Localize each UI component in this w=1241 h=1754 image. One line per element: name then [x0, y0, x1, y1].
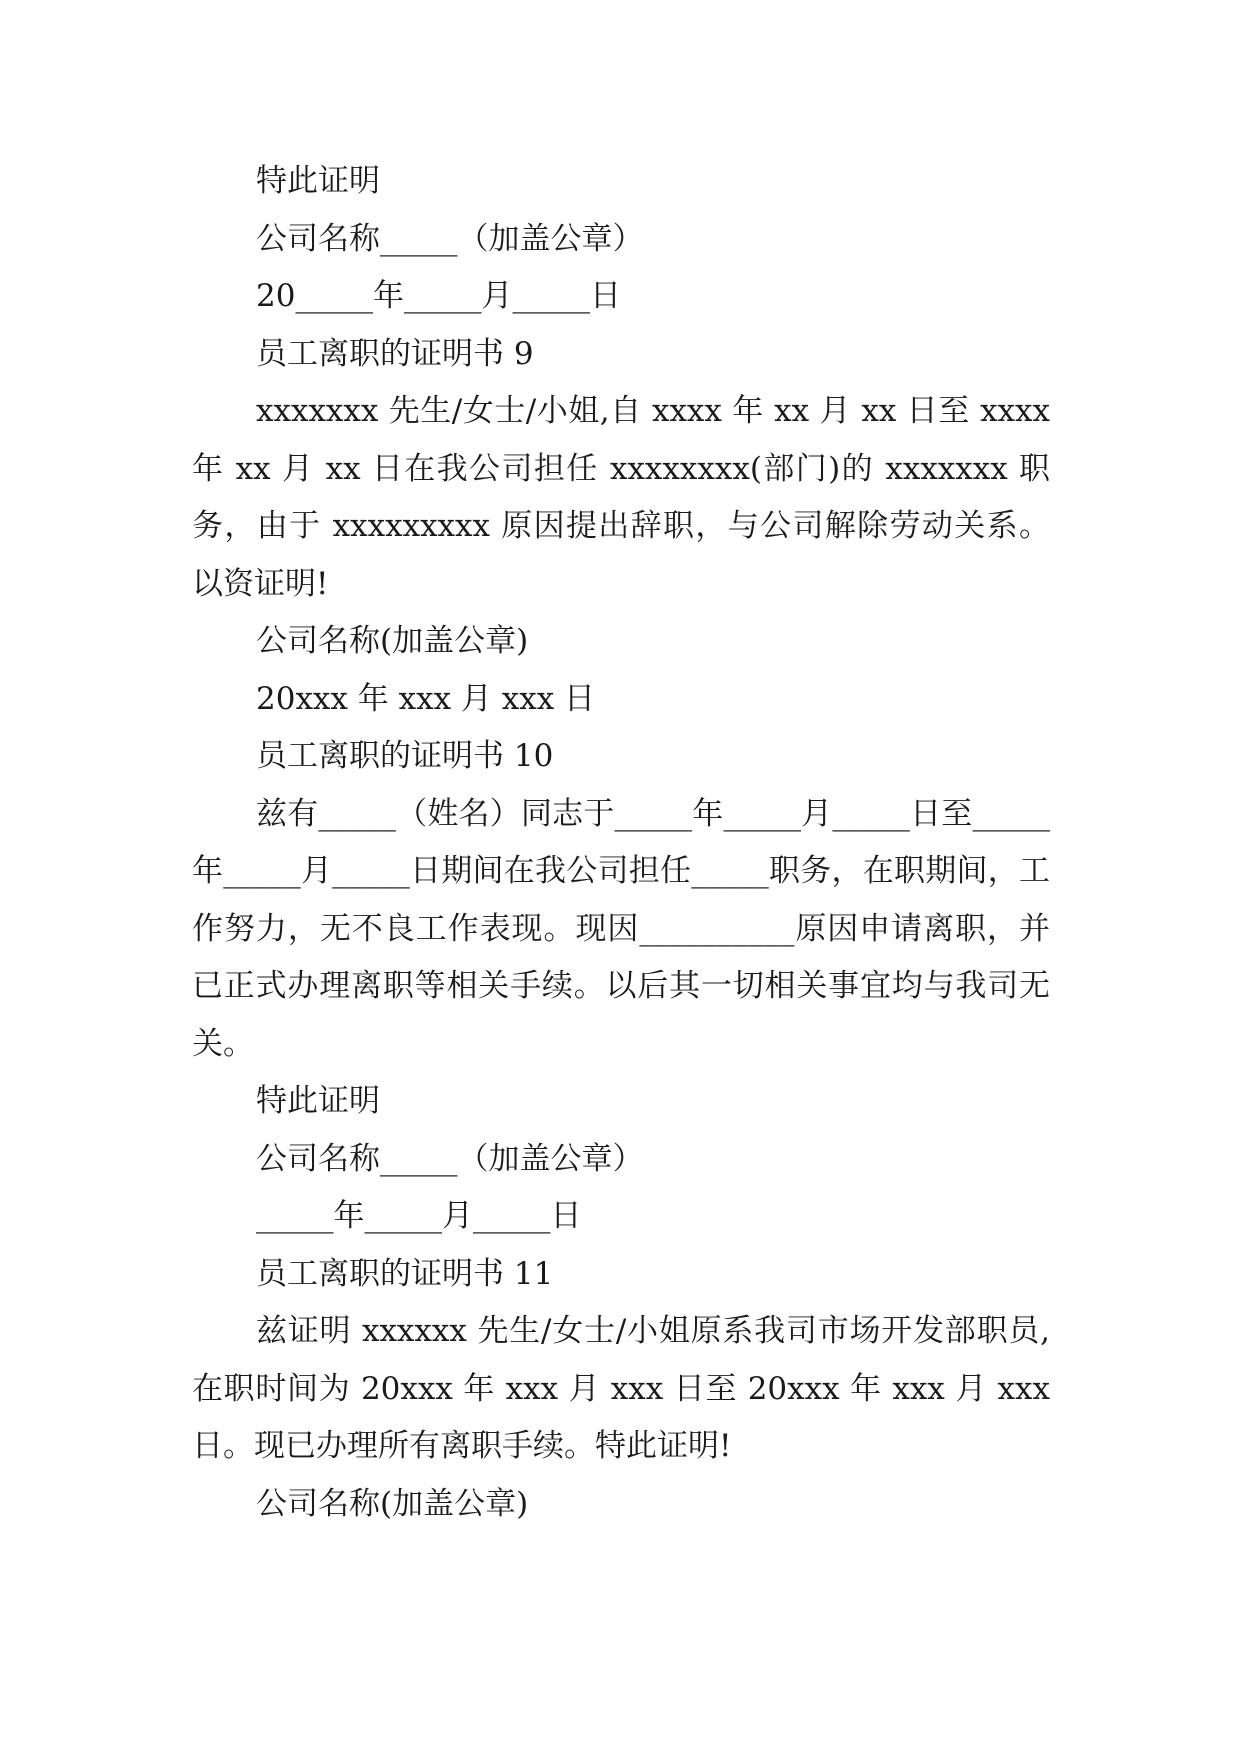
section-body: 兹有_____（姓名）同志于_____年_____月_____日至_____年_____月_____日期间在我公司担任_____职务，在职期间，工作努力，无不良工作表现。现因__________原因申请离职，并已正式办理离职等相关手续。以后其一切相关事宜均与我司无关。: [192, 795, 1050, 1062]
document-page: [192, 153, 1050, 1533]
date-line: _____年_____月_____日: [256, 1198, 582, 1234]
company-seal-line: 公司名称(加盖公章): [256, 623, 529, 659]
closing-text: 特此证明: [256, 163, 380, 199]
section-title: 员工离职的证明书 11: [256, 1255, 554, 1292]
section-title: 员工离职的证明书 10: [256, 738, 554, 774]
section-body: 兹证明 xxxxxx 先生/女士/小姐原系我司市场开发部职员,在职时间为 20xxx 年 xxx 月 xxx 日至 20xxx 年 xxx 月 xxx 日。现已办理所有离职手续。特此证明!: [192, 1313, 1050, 1464]
section-title: 员工离职的证明书 9: [256, 335, 534, 372]
date-line: 20_____年_____月_____日: [256, 278, 621, 314]
date-line: 20xxx 年 xxx 月 xxx 日: [256, 680, 596, 717]
company-seal-line: 公司名称(加盖公章): [256, 1485, 529, 1522]
closing-text: 特此证明: [256, 1083, 380, 1119]
section-body: xxxxxxx 先生/女士/小姐,自 xxxx 年 xx 月 xx 日至 xxxx 年 xx 月 xx 日在我公司担任 xxxxxxxx(部门)的 xxxxxxx 职务，由于 xxxxxxxxx 原因提出辞职，与公司解除劳动关系。以资证明!: [192, 393, 1050, 602]
company-seal-line: 公司名称_____（加盖公章）: [256, 220, 644, 257]
company-seal-line: 公司名称_____（加盖公章）: [256, 1140, 644, 1177]
